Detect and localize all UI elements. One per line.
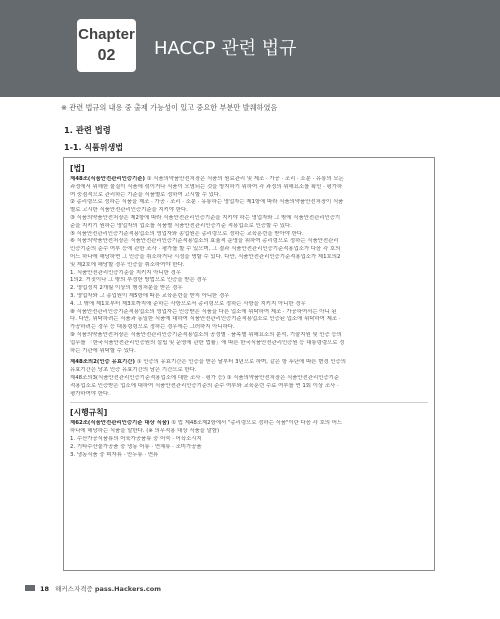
- text-line: [70, 428, 428, 436]
- text-line-main: 인증기준의 준수 여부 등에 관한 조사 · 평가를 할 수 있으며, 그 결과 식품안전관리인증기준적용업소가 다음 각 호의: [70, 246, 341, 253]
- text-line-main: 가공하려는 경우 등 대통령령으로 정하는 경우에는 그러하지 아니하다.: [70, 324, 235, 331]
- text-line-main: 제48조의2(인증 유효기간): [70, 359, 135, 366]
- text-line-rest: ① 식품의약품안전처장은 식품의 원료관리 및 제조 · 가공 · 조리 · 소분 · 유통의 모든: [144, 176, 344, 182]
- text-line: [70, 332, 428, 340]
- text-line: [70, 367, 428, 375]
- text-line: [70, 238, 428, 246]
- text-line: [70, 199, 428, 207]
- text-line: [70, 215, 428, 223]
- text-line-main: ⑧ 식품안전관리인증기준적용업소의 영업자는 인증받은 식품을 다른 업소에 위탁하여 제조 · 가공하여서는 아니 된: [70, 308, 337, 315]
- text-line-main: 2. 기타수산물가공품 중 냉동 어류 · 연체류 · 조미가공품: [70, 443, 202, 450]
- page-number: 18: [40, 585, 50, 593]
- rule-label: [시행규칙]: [70, 408, 108, 418]
- subsection-heading: 1-1. 식품위생법: [64, 143, 123, 152]
- intro-note: ※ 관련 법규의 내용 중 출제 가능성이 있고 중요한 부분만 발췌하였음: [61, 103, 278, 112]
- text-line: [70, 293, 428, 301]
- text-line-main: 1. 식품안전관리인증기준을 지키지 아니한 경우: [70, 269, 181, 276]
- text-line-main: 어느 하나에 해당하면 그 인증을 취소하거나 시정을 명할 수 있다. 다만, 식품안전관리인증기준적용업소가 제1호의2: [70, 253, 341, 260]
- text-line-main: ⑨ 식품의약품안전처장은 식품안전관리인증기준적용업소의 공정별 · 품목별 위해요소의 분석, 기술지원 및 인증 등의: [70, 331, 342, 338]
- text-line-main: ⑥ 식품의약품안전처장은 식품안전관리인증기준적용업소의 효율적 운영을 위하여 총리령으로 정하는 식품안전관리: [70, 238, 339, 245]
- text-line-main: 업무를 「한국식품안전관리인증원의 설립 및 운영에 관한 법률」에 따른 한국식품안전관리인증원 등 대통령령으로 정: [70, 339, 345, 346]
- text-line-rest: ① 인증의 유효기간은 인증을 받은 날부터 3년으로 하며, 같은 항 후단에 따른 변경 인증의: [134, 359, 346, 366]
- law-excerpt-box: [63, 157, 435, 571]
- rule-lines: [70, 420, 428, 459]
- text-line-main: 및 제2호에 해당할 경우 인증을 취소하여야 한다.: [70, 261, 185, 268]
- text-line-main: 1. 수산가공식품류의 어육가공품류 중 어묵 · 어육소시지: [70, 435, 202, 442]
- text-line-main: 적용업소로 인증받은 업소에 대하여 식품안전관리인증기준의 준수 여부와 교육훈련 수료 여부를 연 1회 이상 조사 ·: [70, 382, 339, 389]
- text-line: [70, 184, 428, 192]
- chapter-title: HACCP 관련 법규: [154, 38, 297, 59]
- text-line-main: 유효기간은 당초 인증 유효기간의 남은 기간으로 한다.: [70, 367, 197, 374]
- text-line: [70, 246, 428, 254]
- chapter-badge: [77, 19, 136, 72]
- page-footer: [40, 584, 161, 593]
- text-line: [70, 309, 428, 317]
- text-line: [70, 231, 428, 239]
- text-line: [70, 176, 428, 184]
- text-line: [70, 262, 428, 270]
- footer-brand: 해커스자격증: [55, 585, 95, 593]
- text-line-main: 제48조의3(식품안전관리인증기준적용업소에 대한 조사 · 평가 등) ① 식품의약품안전처장은 식품안전관리인증기준: [70, 374, 340, 381]
- chapter-word: Chapter: [78, 26, 135, 43]
- text-line-main: 준을 지키기 원하는 영업자의 업소를 식품별 식품안전관리인증기준 적용업소로 인증할 수 있다.: [70, 222, 292, 229]
- text-line: [70, 348, 428, 356]
- text-line-main: 3. 영업자와 그 종업원이 제5항에 따른 교육훈련을 받지 아니한 경우: [70, 292, 230, 299]
- text-line-main: 여 중점적으로 관리하는 기준을 식품별로 정하여 고시할 수 있다.: [70, 191, 221, 198]
- text-line: [70, 324, 428, 332]
- law-label: [법]: [70, 164, 85, 173]
- text-line-main: 하는 기관에 위탁할 수 있다.: [70, 347, 136, 354]
- text-line-main: 1의2. 거짓이나 그 밖의 부정한 방법으로 인증을 받은 경우: [70, 277, 207, 284]
- text-line: [70, 375, 428, 383]
- text-line-main: 과정에서 위해한 물질이 식품에 섞이거나 식품이 오염되는 것을 방지하기 위하여 각 과정의 위해요소를 확인 · 평가하: [70, 183, 343, 190]
- text-line: [70, 285, 428, 293]
- text-line: [70, 444, 428, 452]
- text-line-main: ⑤ 식품안전관리인증기준적용업소의 영업자와 종업원은 총리령으로 정하는 교육훈련을 받아야 한다.: [70, 230, 304, 237]
- text-line: [70, 359, 428, 367]
- text-line: [70, 223, 428, 231]
- text-line-main: 제48조(식품안전관리인증기준): [70, 176, 145, 182]
- law-lines-article-48-2: [70, 359, 428, 398]
- text-line-main: ② 총리령으로 정하는 식품을 제조 · 가공 · 조리 · 소분 · 유통하는 영업자는 제1항에 따라 식품의약품안전처장이 식품: [70, 199, 344, 206]
- text-line-main: 하나에 해당하는 식품을 말한다. (※ 의무적용 대상 식품을 말함): [70, 428, 220, 435]
- text-line: [70, 192, 428, 200]
- law-excerpt-content: [70, 163, 428, 459]
- text-line-main: ③ 식품의약품안전처장은 제2항에 따라 식품안전관리인증기준을 지키야 하는 영업자와 그 밖에 식품안전관리인증기: [70, 214, 341, 221]
- text-line-rest: ① 법 제48조제2항에서 "총리령으로 정하는 식품"이란 다음 각 호의 어느: [169, 420, 343, 427]
- text-line: [70, 391, 428, 399]
- chapter-number: 02: [97, 47, 116, 64]
- section-divider: [70, 402, 428, 403]
- text-line: [70, 420, 428, 428]
- text-line-main: 다. 다만, 위탁하려는 식품과 동일한 식품에 대하여 식품안전관리인증기준적용업소로 인증된 업소에 위탁하여 제조 ·: [70, 316, 341, 323]
- text-line-main: 제62조(식품안전관리인증기준 대상 식품): [70, 420, 170, 427]
- text-line-main: 3. 냉동식품 중 피자류 · 만두류 · 면류: [70, 451, 159, 458]
- footer-tab: [25, 585, 35, 591]
- text-line: [70, 207, 428, 215]
- text-line: [70, 277, 428, 285]
- text-line: [70, 270, 428, 278]
- text-line: [70, 436, 428, 444]
- text-line-main: 별로 고시한 식품안전관리인증기준을 지키야 한다.: [70, 207, 188, 214]
- text-line: [70, 383, 428, 391]
- text-line: [70, 254, 428, 262]
- text-line: [70, 340, 428, 348]
- text-line: [70, 301, 428, 309]
- text-line-main: 4. 그 밖에 제1호부터 제3호까지에 준하는 사항으로서 총리령으로 정하는 사항을 지키지 아니한 경우: [70, 300, 306, 307]
- text-line: [70, 452, 428, 460]
- text-line: [70, 316, 428, 324]
- text-line-main: 평가하여야 한다.: [70, 390, 110, 397]
- text-line-main: 2. 영업정지 2개월 이상의 행정처분을 받은 경우: [70, 285, 183, 292]
- section-heading: 1. 관련 법령: [64, 125, 111, 135]
- law-lines: [70, 176, 428, 355]
- footer-url: pass.Hackers.com: [94, 585, 161, 593]
